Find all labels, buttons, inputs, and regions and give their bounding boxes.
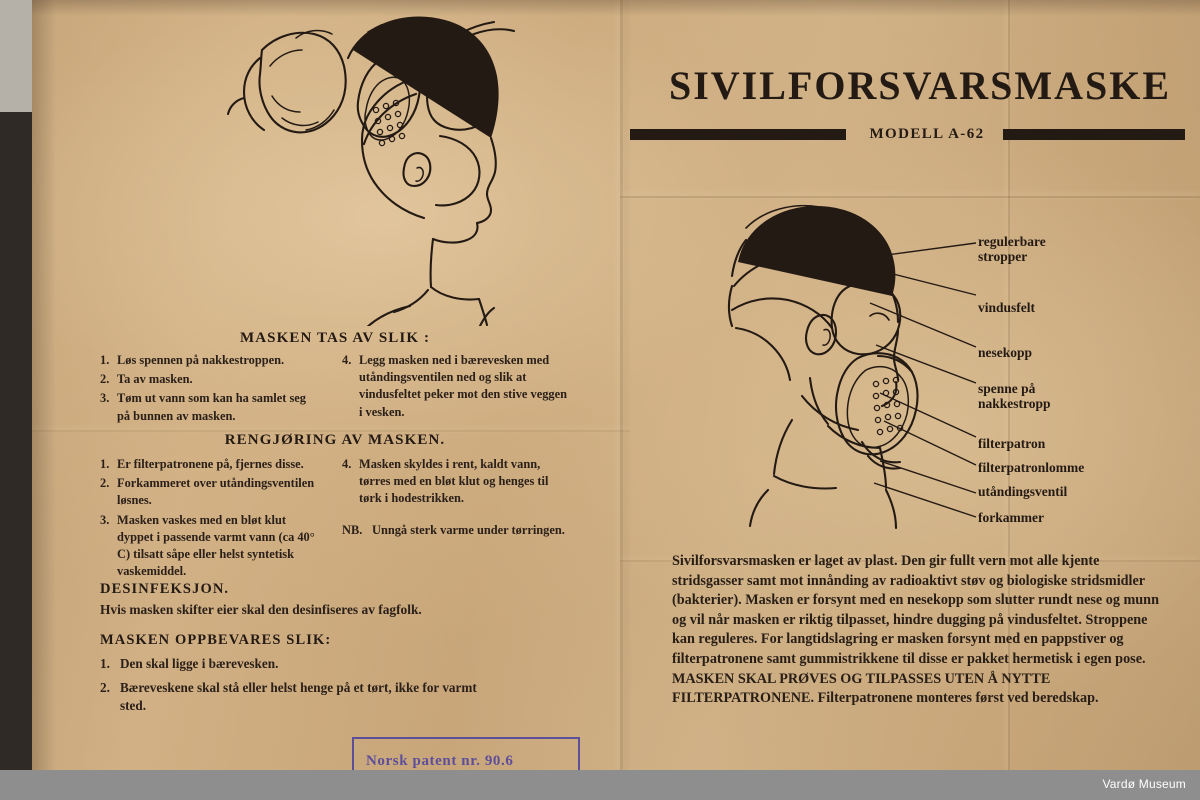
patent-stamp: Norsk patent nr. 90.6	[352, 737, 580, 779]
list-item	[100, 512, 322, 581]
list-item	[342, 352, 570, 421]
list-item-text: Tøm ut vann som kan ha samlet seg på bunnen av masken.	[117, 391, 306, 423]
section-heading-storage: MASKEN OPPBEVARES SLIK:	[100, 632, 332, 648]
model-banner-bar-left	[630, 129, 846, 140]
callout-label-filterpatronlomme: filterpatronlomme	[978, 460, 1085, 475]
cleaning-steps-left	[100, 456, 322, 582]
list-item	[342, 456, 570, 508]
list-item-number: 2.	[100, 476, 110, 491]
list-item-number: 1.	[100, 457, 110, 471]
list-item-number: 2.	[100, 680, 110, 695]
list-item-text: Forkammeret over utåndingsventilen løsnes.	[117, 476, 315, 508]
paper-edge-shadow-left	[30, 0, 56, 770]
page-title: SIVILFORSVARSMASKE	[668, 63, 1172, 108]
model-banner-bar-right	[1003, 129, 1185, 140]
cleaning-steps-right	[342, 456, 570, 539]
footer-bar	[0, 770, 1200, 800]
list-item-text: Ta av masken.	[117, 372, 193, 387]
section-heading-cleaning: RENGJØRING AV MASKEN.	[224, 432, 446, 448]
list-item	[100, 390, 320, 424]
list-item	[100, 655, 500, 673]
disinfection-body: Hvis masken skifter eier skal den desinfiseres av fagfolk.	[100, 602, 422, 617]
list-item	[100, 371, 320, 388]
callout-label-spenne-pa-nakkestropp: spenne på nakkestropp	[978, 381, 1051, 411]
model-banner	[630, 126, 1185, 148]
take-off-steps-right	[342, 352, 570, 423]
list-item-text: Den skal ligge i bærevesken.	[120, 656, 279, 671]
list-item	[100, 475, 322, 509]
list-item	[100, 456, 322, 473]
cleaning-note-text: Unngå sterk varme under tørringen.	[372, 522, 565, 537]
list-item	[100, 679, 500, 715]
storage-steps	[100, 655, 500, 717]
fold-crease-vertical-1	[620, 0, 623, 770]
list-item-number: 1.	[100, 656, 110, 671]
list-item-number: 3.	[100, 512, 110, 527]
illustration-removing-mask	[110, 6, 530, 326]
list-item-number: 2.	[100, 372, 110, 387]
list-item-text: Masken vaskes med en bløt klut dyppet i passende varmt vann (ca 40° C) tilsatt såpe eller helst syntetisk vaskemiddel.	[117, 512, 315, 579]
callout-label-regulerbare-stropper: regulerbare stropper	[978, 234, 1046, 264]
list-item	[100, 352, 320, 369]
list-item-text: Løs spennen på nakkestroppen.	[117, 353, 285, 367]
callout-label-utandingsventil: utåndingsventil	[978, 484, 1068, 499]
list-item-number: 1.	[100, 353, 110, 367]
callout-label-nesekopp: nesekopp	[978, 345, 1033, 360]
list-item-text: Masken skyldes i rent, kaldt vann, tørres med en bløt klut og henges til tørk i hodestrikken.	[359, 457, 549, 506]
description-paragraph: Sivilforsvarsmasken er laget av plast. Den gir fullt vern mot alle kjente stridsgasser samt mot innånding av radioaktivt støv og biologiske stridsmidler (bakterier). Masken er forsynt med en nesekopp som slutter rundt nese og munn og vil når masken er riktig tilpasset, hindre dugging på vindusfeltet. Stroppene kan reguleres. For langtidslagring er masken forsynt med en pappstiver og filterpatronene samt gummistrikkene til disse er pakket hermetisk i egen pose. MASKEN SKAL PRØVES OG TILPASSES UTEN Å NYTTE FILTERPATRONENE. Filterpatronene monteres først ved beredskap.	[672, 553, 1159, 707]
callout-label-vindusfelt: vindusfelt	[978, 300, 1036, 315]
list-item-text: Legg masken ned i bærevesken med utåndingsventilen ned og slik at vindusfeltet peker mot den stive veggen i vesken.	[359, 353, 567, 419]
list-item-text: Er filterpatronene på, fjernes disse.	[117, 457, 304, 471]
callout-label-filterpatron: filterpatron	[978, 436, 1046, 451]
callout-label-forkammer: forkammer	[978, 510, 1044, 525]
list-item-number: 4.	[342, 353, 352, 367]
background-left-top-block	[0, 0, 32, 112]
museum-credit: Vardø Museum	[1102, 777, 1186, 791]
list-item-number: 4.	[342, 457, 352, 471]
list-item-number: 3.	[100, 391, 110, 406]
background-left-strip	[0, 0, 32, 770]
model-label: MODELL A-62	[869, 126, 985, 142]
take-off-steps-left	[100, 352, 320, 427]
section-heading-take-off: MASKEN TAS AV SLIK :	[239, 330, 431, 346]
cleaning-note	[342, 522, 570, 539]
list-item-text: Bæreveskene skal stå eller helst henge på et tørt, ikke for varmt sted.	[120, 680, 477, 713]
section-heading-disinfection: DESINFEKSJON.	[100, 581, 230, 597]
cleaning-note-label: NB.	[342, 522, 363, 537]
